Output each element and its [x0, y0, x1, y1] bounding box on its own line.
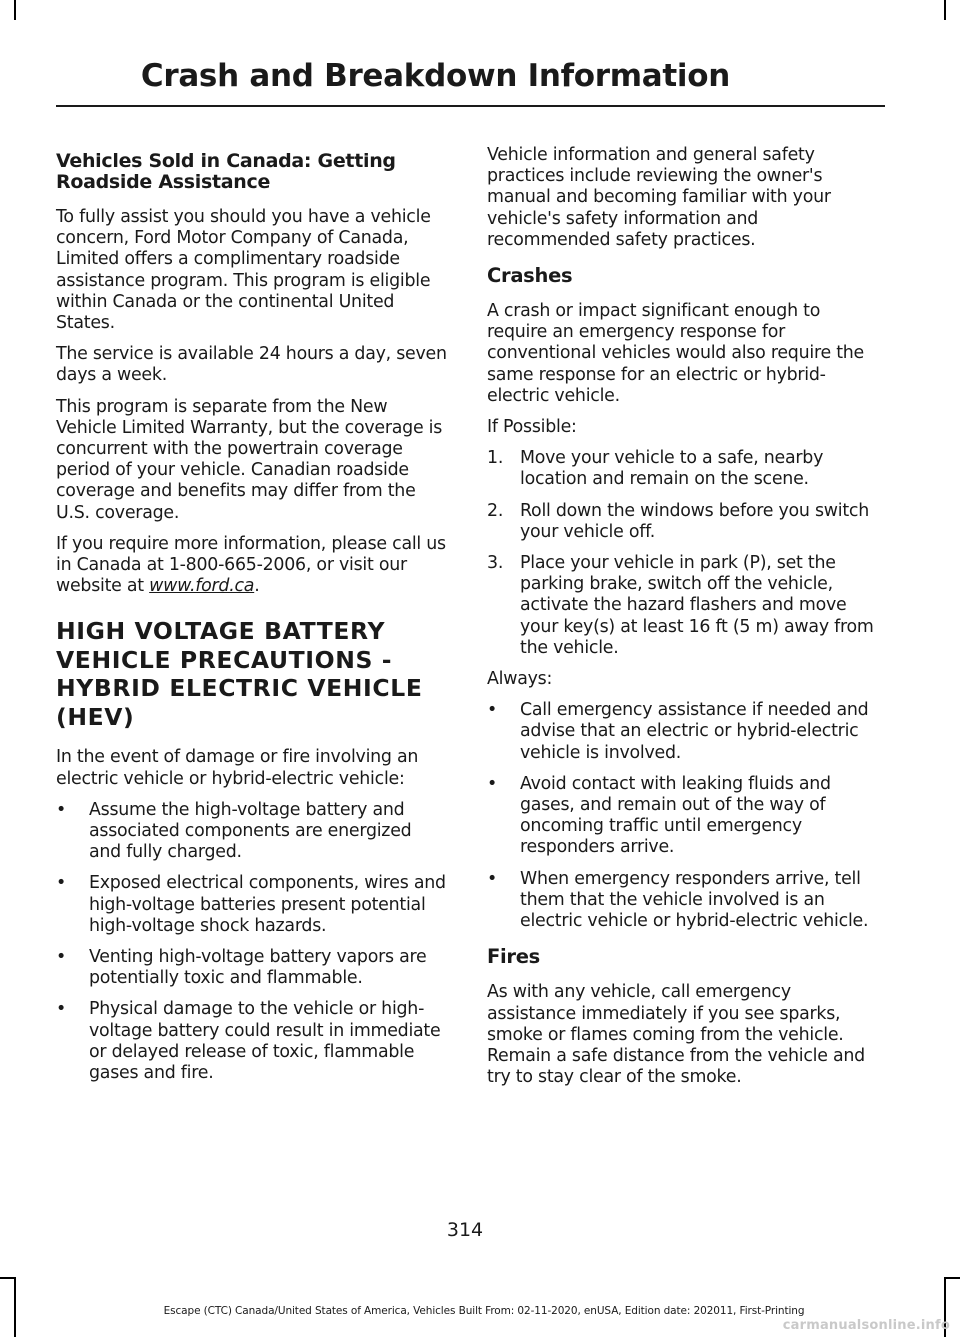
list-item-text: Call emergency assistance if needed and advise that an electric or hybrid-electric vehicle is involved. — [520, 700, 869, 763]
watermark: carmanualsonline.info — [782, 1318, 950, 1333]
header-rule — [56, 105, 885, 107]
paragraph: Vehicle information and general safety practices include reviewing the owner's manual and becoming familiar with your vehicle's safety information and recommended safety practices. — [487, 145, 831, 250]
paragraph: As with any vehicle, call emergency assistance immediately if you see sparks, smoke or flames coming from the vehicle. Remain a safe distance from the vehicle and try to stay clear of the smoke. — [487, 982, 865, 1088]
list-item-text: When emergency responders arrive, tell them that the vehicle involved is an electric vehicle or hybrid-electric vehicle. — [520, 868, 869, 932]
step-number: 3. — [487, 553, 504, 574]
bullet-marker: • — [56, 947, 67, 968]
ford-website-link[interactable]: www.ford.ca — [149, 576, 255, 597]
crop-mark-top-left — [14, 0, 16, 20]
heading-fires: Fires — [487, 945, 540, 969]
paragraph: In the event of damage or fire involving an electric vehicle or hybrid-electric vehicle: — [56, 747, 419, 789]
paragraph: A crash or impact significant enough to require an emergency response for conventional vehicles would also require the same response for an electric or hybrid-electric vehicle. — [487, 301, 864, 406]
list-item — [487, 774, 881, 859]
page-title: Crash and Breakdown Information — [140, 58, 730, 94]
bullet-marker: • — [56, 999, 67, 1020]
paragraph: The service is available 24 hours a day, seven days a week. — [56, 344, 447, 386]
page-number: 314 — [446, 1219, 484, 1241]
step-item — [487, 501, 881, 543]
list-item-text: Exposed electrical components, wires and high-voltage batteries present potential high-voltage shock hazards. — [89, 873, 446, 936]
list-item-text: Physical damage to the vehicle or high-voltage battery could result in immediate or delayed release of toxic, flammable gases and fire. — [89, 999, 441, 1084]
list-item — [56, 800, 448, 864]
crop-mark-bottom-left — [14, 1277, 16, 1337]
list-item — [56, 999, 448, 1084]
step-text: Move your vehicle to a safe, nearby location and remain on the scene. — [520, 448, 824, 490]
bullet-marker: • — [487, 700, 498, 721]
paragraph: This program is separate from the New Vehicle Limited Warranty, but the coverage is concurrent with the powertrain coverage period of your vehicle. Canadian roadside coverage and benefits may differ from the U.S. coverage. — [56, 396, 443, 523]
list-item — [56, 873, 448, 937]
bullet-marker: • — [56, 799, 67, 820]
paragraph: To fully assist you should you have a vehicle concern, Ford Motor Company of Canada, Limited offers a complimentary roadside assistance program. This program is eligible within Canada or the continental United States. — [56, 207, 431, 334]
list-item-text: Venting high-voltage battery vapors are potentially toxic and flammable. — [89, 947, 427, 989]
crop-mark-bottom-right-h — [944, 1277, 960, 1279]
if-possible-label: If Possible: — [487, 417, 577, 438]
step-number: 2. — [487, 500, 504, 521]
step-item — [487, 553, 881, 659]
step-text: Roll down the windows before you switch your vehicle off. — [520, 500, 869, 542]
always-label: Always: — [487, 669, 553, 690]
contact-period: . — [254, 576, 260, 597]
step-text: Place your vehicle in park (P), set the parking brake, switch off the vehicle, activate the hazard flashers and move your key(s) at least 16 ft (5 m) away from the vehicle. — [520, 553, 874, 658]
bullet-marker: • — [56, 873, 67, 894]
list-item — [56, 947, 448, 989]
heading-crashes: Crashes — [487, 264, 573, 288]
list-item-text: Assume the high-voltage battery and associated components are energized and fully charged. — [89, 799, 412, 863]
heading-canada-roadside: Vehicles Sold in Canada: Getting Roadside Assistance — [56, 150, 396, 193]
contact-text: If you require more information, please call us in Canada at 1-800-665-2006, or visit our website at — [56, 533, 446, 597]
list-item — [487, 869, 881, 933]
step-item — [487, 448, 881, 490]
bullet-marker: • — [487, 868, 498, 889]
list-item — [487, 700, 881, 764]
right-column — [487, 145, 881, 1098]
bullet-marker: • — [487, 773, 498, 794]
paragraph-contact — [56, 534, 448, 598]
crop-mark-bottom-left-h — [0, 1277, 16, 1279]
step-number: 1. — [487, 448, 504, 469]
heading-high-voltage: HIGH VOLTAGE BATTERY VEHICLE PRECAUTIONS - HYBRID ELECTRIC VEHICLE (HEV) — [56, 617, 423, 731]
left-column — [56, 145, 448, 1094]
list-item-text: Avoid contact with leaking fluids and gases, and remain out of the way of oncoming traffic until emergency responders arrive. — [520, 773, 831, 858]
footer-edition-info: Escape (CTC) Canada/United States of America, Vehicles Built From: 02-11-2020, enUSA, Edition date: 202011, First-Printing — [163, 1305, 805, 1317]
crop-mark-top-right — [944, 0, 946, 20]
